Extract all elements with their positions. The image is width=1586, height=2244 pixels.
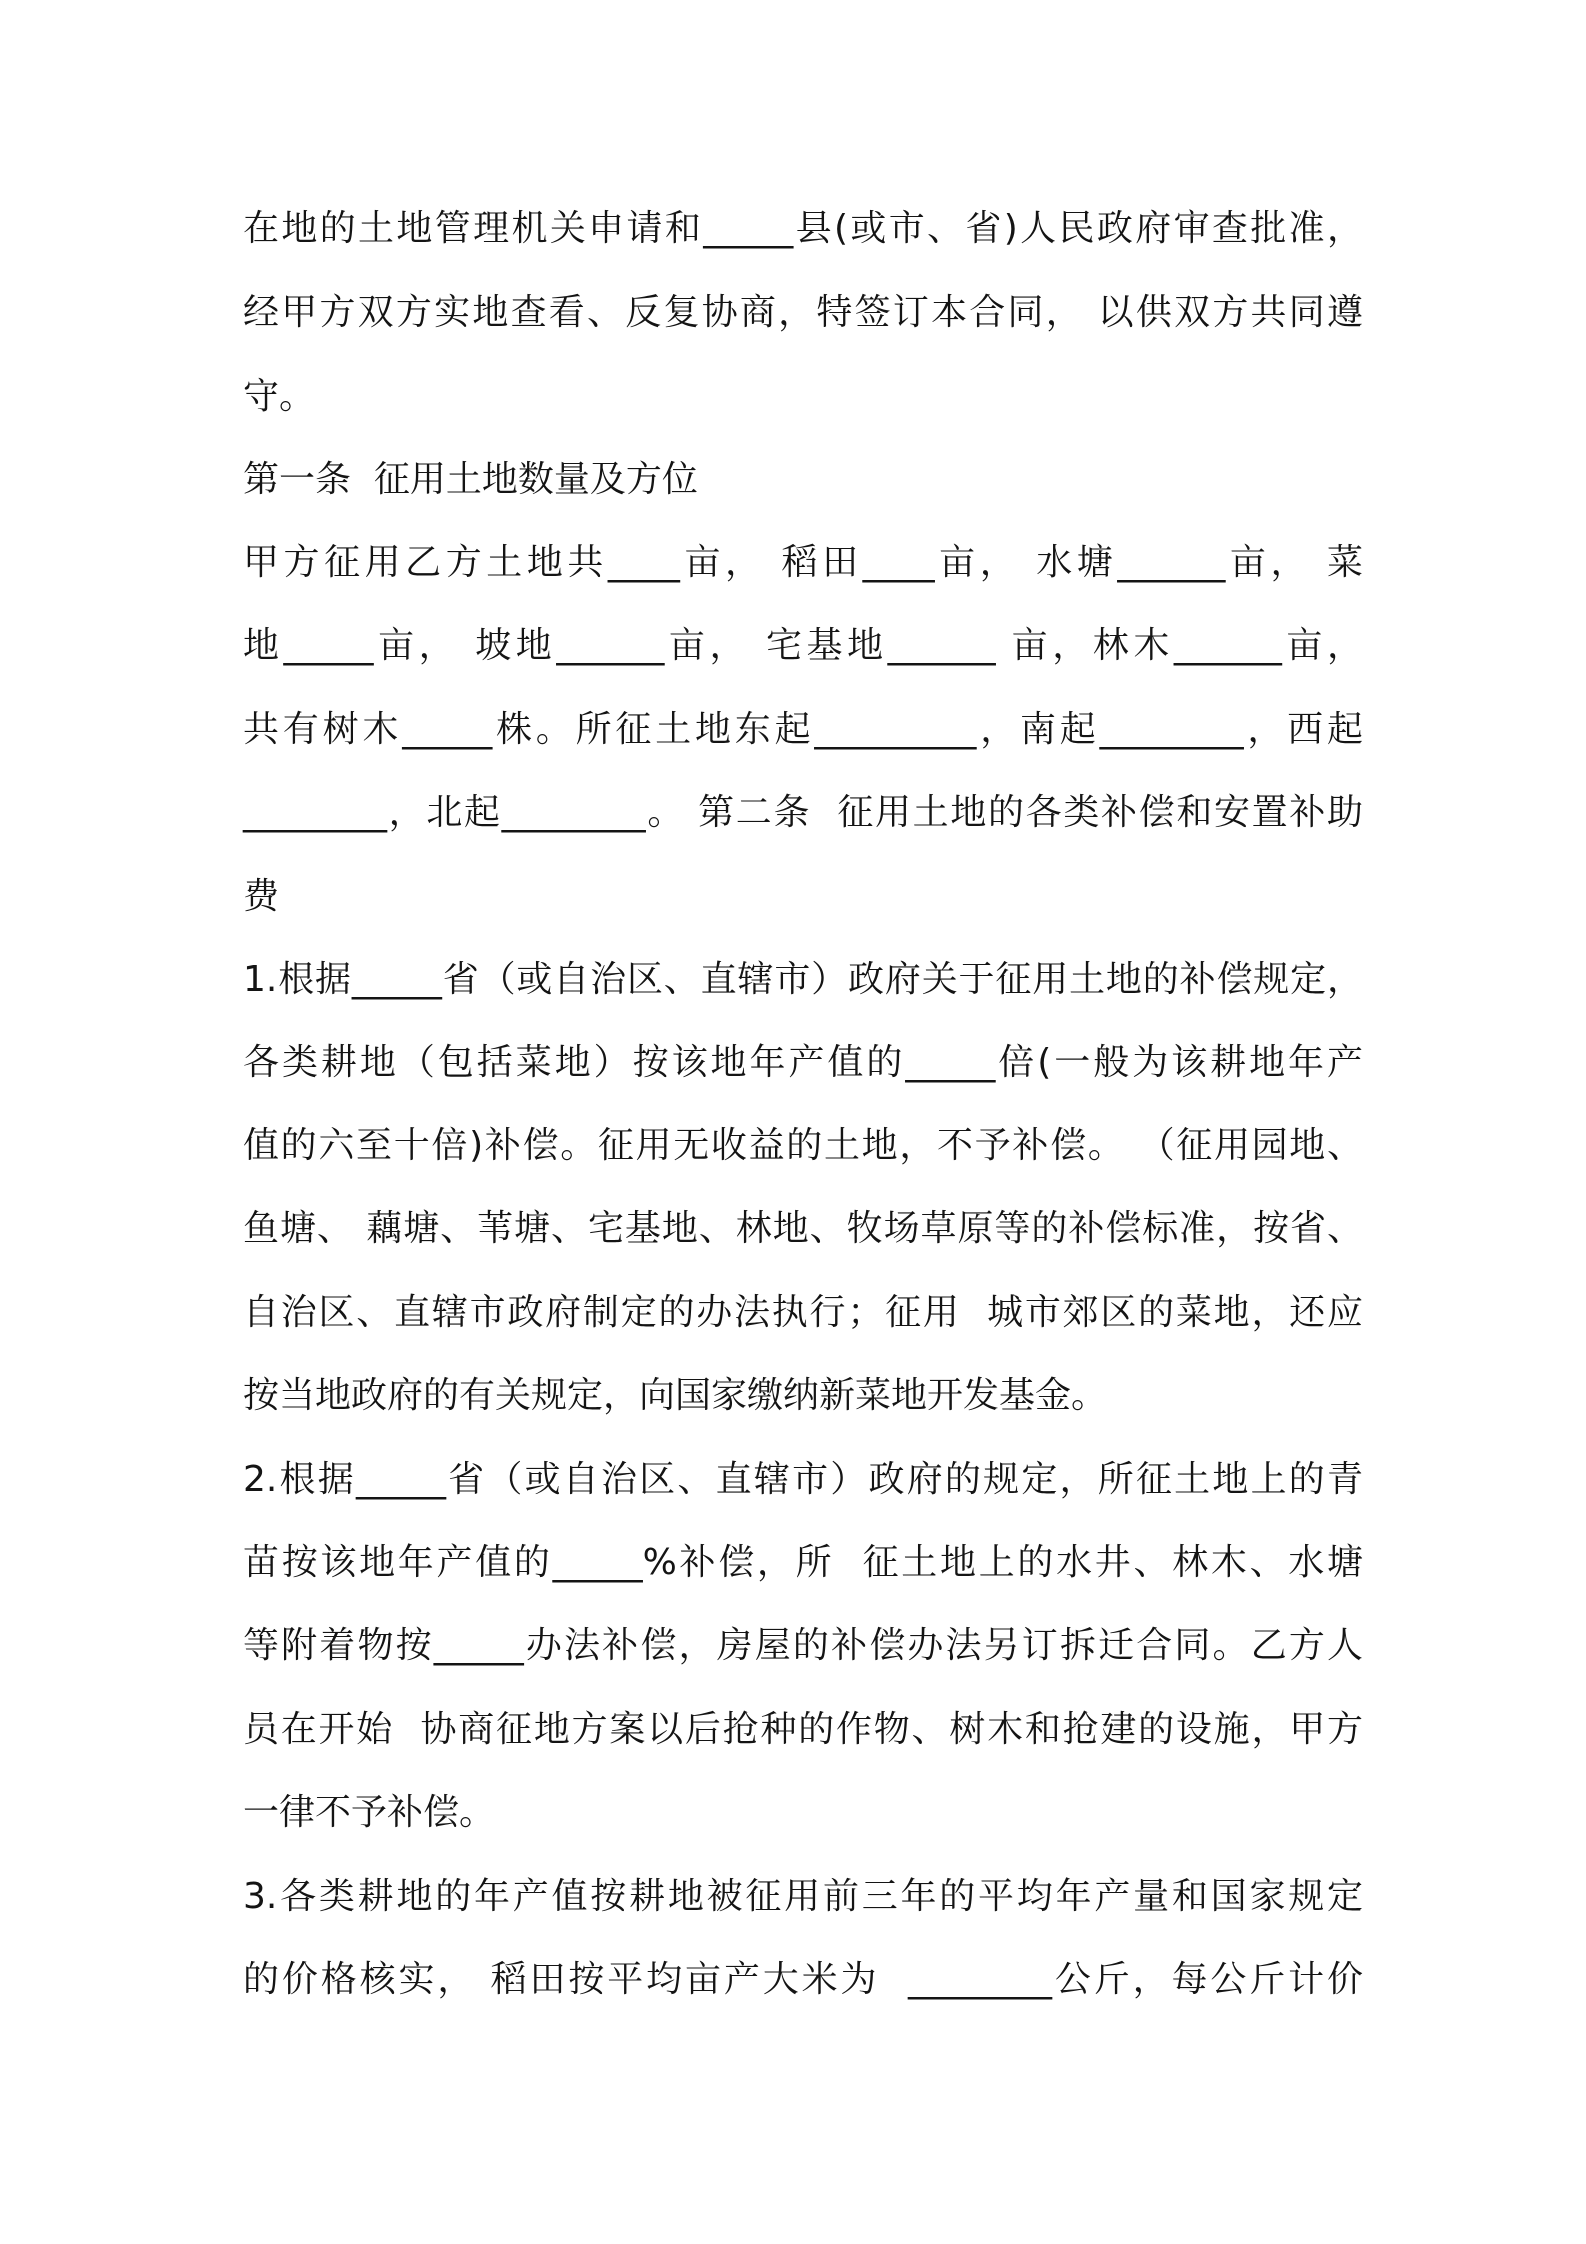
text-line: 2.根据_____省（或自治区、直辖市）政府的规定，所征土地上的青	[243, 1459, 1363, 1500]
text-line: 经甲方双方实地查看、反复协商，特签订本合同， 以供双方共同遵	[243, 292, 1363, 333]
text-line: 3.各类耕地的年产值按耕地被征用前三年的平均年产量和国家规定	[243, 1876, 1363, 1917]
text-line: 地_____亩， 坡地______亩， 宅基地______ 亩，林木______亩，	[243, 625, 1363, 666]
text-line: 自治区、直辖市政府制定的办法执行；征用 城市郊区的菜地，还应	[243, 1292, 1363, 1333]
text-line: 一律不予补偿。	[243, 1792, 496, 1833]
text-line: 共有树木_____株。所征土地东起_________，南起________，西起	[243, 709, 1363, 750]
text-line: ________，北起________。 第二条 征用土地的各类补偿和安置补助	[243, 792, 1363, 833]
text-line: 值的六至十倍)补偿。征用无收益的土地，不予补偿。 （征用园地、	[243, 1125, 1363, 1166]
text-line: 鱼塘、 藕塘、苇塘、宅基地、林地、牧场草原等的补偿标准，按省、	[243, 1208, 1363, 1249]
text-line: 的价格核实， 稻田按平均亩产大米为 ________公斤，每公斤计价	[243, 1959, 1363, 2000]
text-line: 甲方征用乙方土地共____亩， 稻田____亩， 水塘______亩， 菜	[243, 542, 1363, 583]
text-line: 在地的土地管理机关申请和_____县(或市、省)人民政府审查批准，	[243, 208, 1363, 249]
text-line: 费	[243, 876, 280, 917]
text-line: 1.根据_____省（或自治区、直辖市）政府关于征用土地的补偿规定，	[243, 959, 1363, 1000]
text-line: 员在开始 协商征地方案以后抢种的作物、树木和抢建的设施，甲方	[243, 1709, 1363, 1750]
text-line: 守。	[243, 376, 316, 417]
section-heading: 第一条 征用土地数量及方位	[243, 459, 698, 500]
text-line: 按当地政府的有关规定，向国家缴纳新菜地开发基金。	[243, 1375, 1108, 1416]
text-line: 等附着物按_____办法补偿，房屋的补偿办法另订拆迁合同。乙方人	[243, 1625, 1363, 1666]
text-line: 苗按该地年产值的_____%补偿，所 征土地上的水井、林木、水塘	[243, 1542, 1363, 1583]
text-line: 各类耕地（包括菜地）按该地年产值的_____倍(一般为该耕地年产	[243, 1042, 1363, 1083]
